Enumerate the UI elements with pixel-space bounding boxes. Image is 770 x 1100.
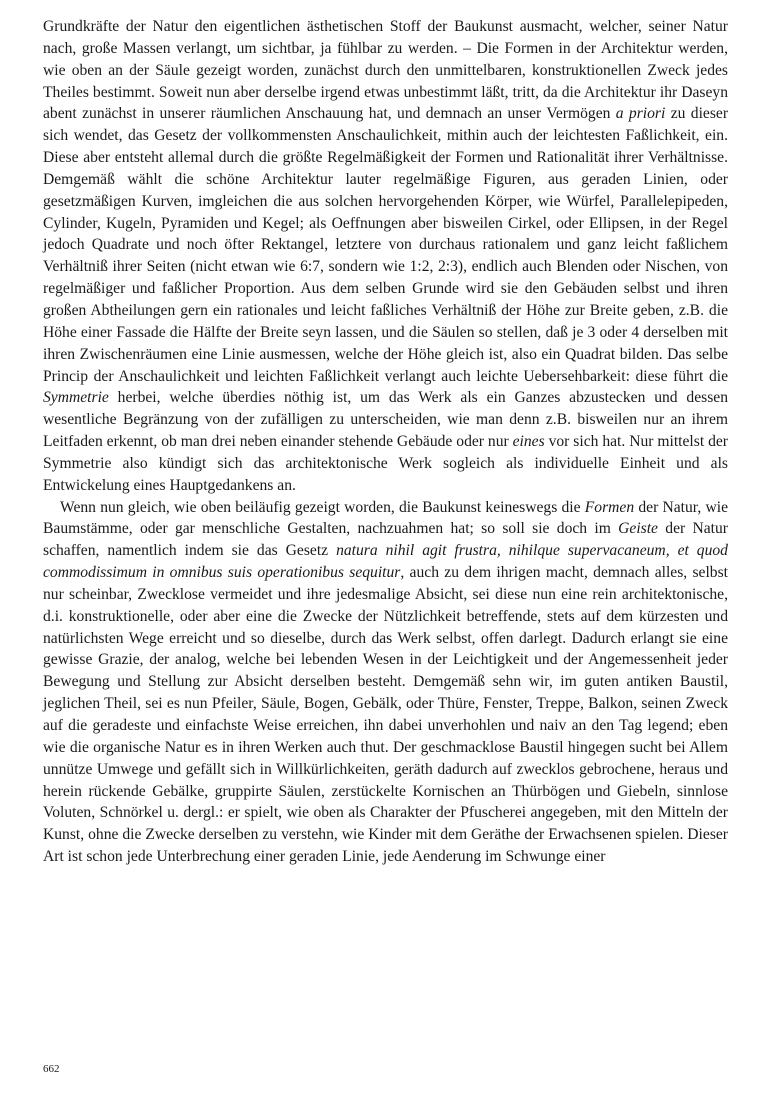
paragraph [43,497,728,868]
text-run: vor sich hat. Nur mittelst der Symmetrie also kündigt sich das architektonische Werk sogleich als individuelle Einheit und als Entwickelung eines Hauptgedankens an. [43,433,728,494]
page-body [43,16,728,868]
emphasized-text: natura nihil agit frustra, nihilque supervacaneum, et quod commodissimum in omnibus suis operationibus sequitur [43,542,728,582]
emphasized-text: Symmetrie [43,389,109,407]
emphasized-text: eines [512,433,545,451]
text-run: zu dieser sich wendet, das Gesetz der vollkommensten Anschaulichkeit, mithin auch der leichtesten Faßlichkeit, ein. Diese aber entsteht allemal durch die größte Regelmäßigkeit der Formen und Rationalität ihrer Verhältnisse. Demgemäß wählt die schöne Architektur lauter regelmäßige Figuren, aus geraden Linien, oder gesetzmäßigen Kurven, imgleichen die aus solchen hervorgehenden Körper, wie Würfel, Parallelepipeden, Cylinder, Kugeln, Pyramiden und Kegel; als Oeffnungen aber bisweilen Cirkel, oder Ellipsen, in der Regel jedoch Quadrate und noch öfter Rektangel, letztere von durchaus rationalem und ganz leicht faßlichem Verhältniß ihrer Seiten (nicht etwan wie 6:7, sondern wie 1:2, 2:3), endlich auch Blenden oder Nischen, von regelmäßiger und faßlicher Proportion. Aus dem selben Grunde wird sie den Gebäuden selbst und ihren großen Abtheilungen gern ein rationales und leicht faßliches Verhältniß der Höhe zur Breite geben, z.B. die Höhe einer Fassade die Hälfte der Breite seyn lassen, und die Säulen so stellen, daß je 3 oder 4 derselben mit ihren Zwischenräumen eine Linie ausmessen, welche der Höhe gleich ist, also ein Quadrat bilden. Das selbe Princip der Anschaulichkeit und leichten Faßlichkeit verlangt auch leichte Uebersehbarkeit: diese führt die [43,105,729,385]
page-number: 662 [43,1063,60,1075]
text-run: der Natur schaffen, namentlich indem sie das Gesetz [43,520,728,560]
emphasized-text: a priori [615,105,666,123]
emphasized-text: Geiste [618,520,658,538]
text-run: herbei, welche überdies nöthig ist, um das Werk als ein Ganzes abzustecken und dessen wesentliche Begränzung von der zufälligen zu unterscheiden, wie man denn z.B. bisweilen nur an ihrem Leitfaden erkennt, ob man drei neben einander stehende Gebäude oder nur [43,389,728,451]
text-run: Grundkräfte der Natur den eigentlichen ästhetischen Stoff der Baukunst ausmacht, welcher, seiner Natur nach, große Massen verlangt, um sichtbar, ja fühlbar zu werden. – Die Formen in der Architektur werden, wie oben an der Säule gezeigt worden, zunächst durch den unmittelbaren, konstruktionellen Zweck jedes Theiles bestimmt. Soweit nun aber derselbe irgend etwas unbestimmt läßt, tritt, da die Architektur ihr Daseyn abent zunächst in unserer räumlichen Anschauung hat, und demnach an unser Vermögen [43,18,728,123]
text-run: Wenn nun gleich, wie oben beiläufig gezeigt worden, die Baukunst keineswegs die [60,498,585,516]
text-run: der Natur, wie Baumstämme, oder gar menschliche Gestalten, nachzuahmen hat; so soll sie doch im [43,498,728,538]
text-run: , auch zu dem ihrigen macht, demnach alles, selbst nur scheinbar, Zwecklose vermeidet und ihre jedesmalige Absicht, sei diese nun eine rein architektonische, d.i. konstruktionelle, oder aber eine die Zwecke der Nützlichkeit betreffende, stets auf dem kürzesten und natürlichsten Wege erreicht und so dieselbe, durch das Werk selbst, offen darlegt. Dadurch erlangt sie eine gewisse Grazie, der analog, welche bei lebenden Wesen in der Leichtigkeit und der Angemessenheit jeder Bewegung und Stellung zur Absicht derselben besteht. Demgemäß sehn wir, im guten antiken Baustil, jeglichen Theil, sei es nun Pfeiler, Säule, Bogen, Gebälk, oder Thüre, Fenster, Treppe, Balkon, seinen Zweck auf die geradeste und einfachste Weise erreichen, ihn dabei unverhohlen und naiv an den Tag legend; eben wie die organische Natur es in ihren Werken auch thut. Der geschmacklose Baustil hingegen sucht bei Allem unnütze Umwege und gefällt sich in Willkürlichkeiten, geräth dadurch auf zwecklos gebrochene, heraus und herein rückende Gebälke, gruppirte Säulen, zerstückelte Kornischen an Thürbögen und Giebeln, sinnlose Voluten, Schnörkel u. dergl.: er spielt, wie oben als Charakter der Pfuscherei angegeben, mit den Mitteln der Kunst, ohne die Zwecke derselben zu verstehn, wie Kinder mit dem Geräthe der Erwachsenen spielen. Dieser Art ist schon jede Unterbrechung einer geraden Linie, jede Aenderung im Schwunge einer [43,564,728,866]
paragraph [43,16,728,497]
emphasized-text: Formen [584,498,635,516]
